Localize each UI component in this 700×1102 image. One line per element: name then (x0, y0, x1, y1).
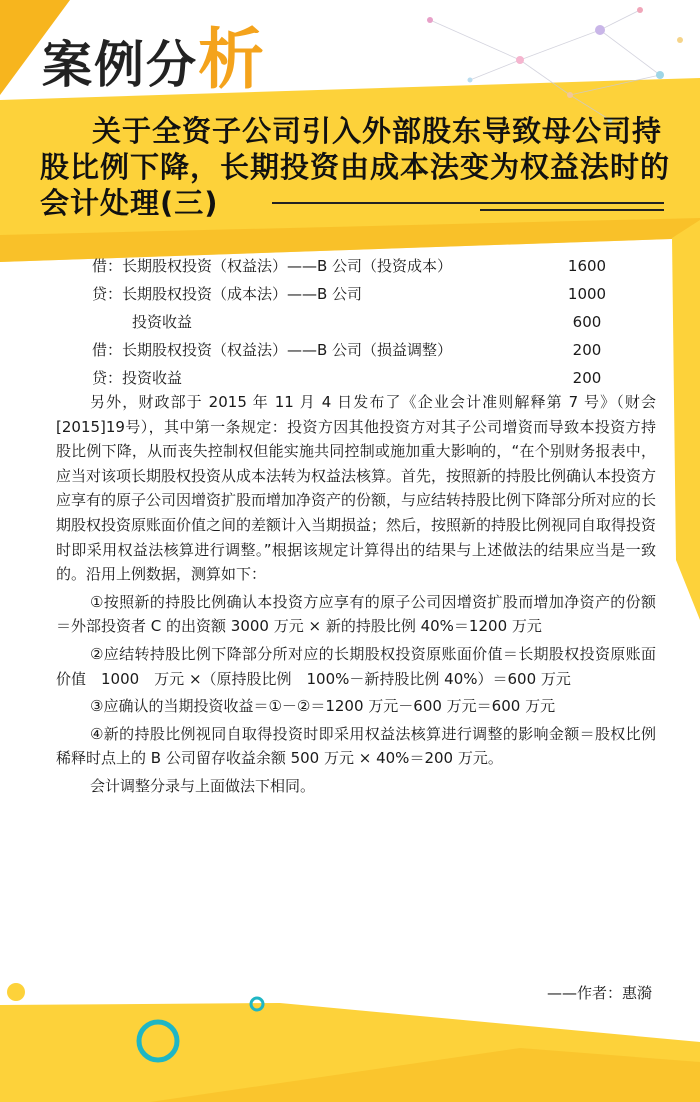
entry-text: 借：长期股权投资（权益法）——B 公司（损益调整） (92, 341, 453, 359)
entry-amount: 1000 (567, 285, 607, 303)
journal-entry (92, 336, 632, 364)
section-header (42, 21, 266, 98)
body-paragraph: ②应结转持股比例下降部分所对应的长期股权投资原账面价值＝长期股权投资原账面价值 1000 万元 ×（原持股比例 100%－新持股比例 40%）＝600 万元 (56, 644, 656, 688)
journal-entry (92, 280, 632, 308)
dot-bottom (201, 1040, 213, 1052)
entry-text: 贷：长期股权投资（成本法）——B 公司 (92, 285, 363, 303)
body-paragraph: ④新的持股比例视同自取得投资时即采用权益法核算进行调整的影响金额＝股权比例稀释时点上的 B 公司留存收益余额 500 万元 × 40%＝200 万元。 (56, 724, 656, 768)
entry-amount: 200 (572, 341, 602, 359)
section-header-label: 案例分 (42, 36, 198, 94)
article-title: 关于全资子公司引入外部股东导致母公司持股比例下降，长期投资由成本法变为权益法时的会计处理(三) (40, 114, 671, 220)
body-paragraph: ③应确认的当期投资收益＝①－②＝1200 万元－600 万元＝600 万元 (90, 697, 556, 716)
entry-text: 贷：投资收益 (92, 369, 183, 387)
title-rule-bottom (480, 209, 664, 211)
author-credit: ——作者：惠漪 (546, 984, 652, 1002)
journal-entries (92, 252, 632, 392)
entry-amount: 200 (572, 369, 602, 387)
entry-text: 投资收益 (132, 313, 193, 331)
journal-entry (92, 308, 632, 336)
entry-text: 借：长期股权投资（权益法）——B 公司（投资成本） (92, 257, 453, 275)
right-strip (672, 220, 700, 620)
entry-amount: 600 (572, 313, 602, 331)
dot-bottom-left (7, 983, 25, 1001)
journal-entry (92, 364, 632, 392)
article-body (56, 390, 656, 799)
entry-amount: 1600 (567, 257, 607, 275)
journal-entry (92, 252, 632, 280)
body-paragraph: 另外，财政部于 2015 年 11 月 4 日发布了《企业会计准则解释第 7 号》（财会[2015]19号），其中第一条规定：投资方因其他投资方对其子公司增资而导致本投资方持股比例下降，从而丧失控制权但能实施共同控制或施加重大影响的，“在个别财务报表中，应当对该项长期股权投资从成本法转为权益法核算。首先，按照新的持股比例确认本投资方应享有的原子公司因增资扩股而增加净资产的份额，与应结转持股比例下降部分所对应的长期股权投资原账面价值之间的差额计入当期损益；然后，按照新的持股比例视同自取得投资时即采用权益法核算进行调整。”根据该规定计算得出的结果与上述做法的结果应当是一致的。沿用上例数据，测算如下： (56, 393, 657, 584)
title-rule-top (272, 202, 664, 204)
section-header-accent: 析 (198, 21, 266, 98)
body-paragraph: ①按照新的持股比例确认本投资方应享有的原子公司因增资扩股而增加净资产的份额＝外部投资者 C 的出资额 3000 万元 × 新的持股比例 40%＝1200 万元 (56, 592, 656, 636)
body-paragraph: 会计调整分录与上面做法下相同。 (90, 776, 316, 795)
